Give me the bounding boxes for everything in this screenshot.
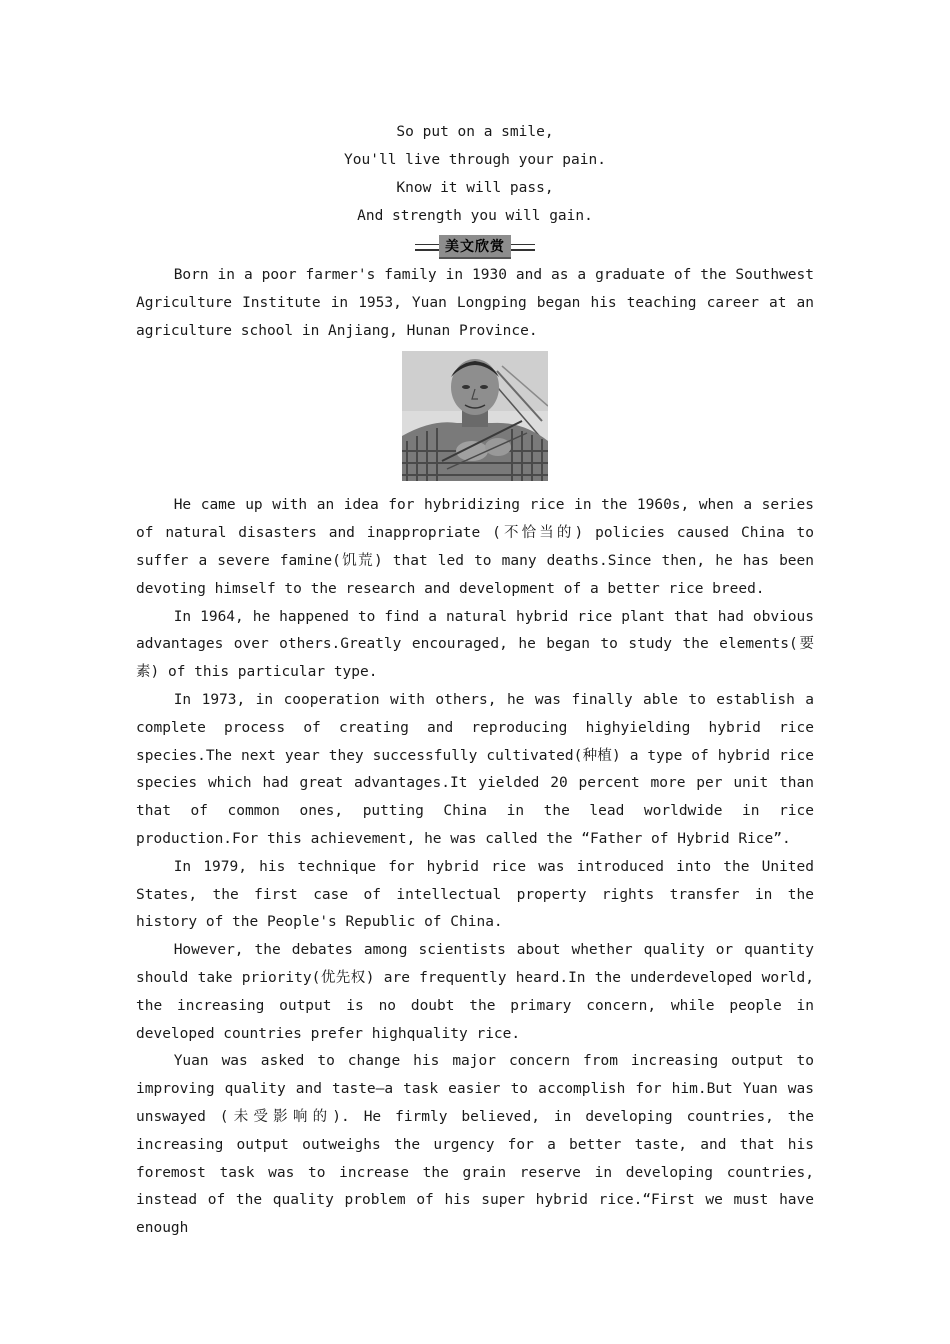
section-badge [415,235,535,259]
paragraph: Yuan was asked to change his major concern from increasing output to improving quality and taste—a task easier to accomplish for him.But Yuan was unswayed (未受影响的). He firmly believed, in developing countries, the increasing output outweighs the urgency for a better taste, and that his foremost task was to increase the grain reserve in developing countries, instead of the quality problem of his super hybrid rice.“First we must have enough [136,1053,814,1237]
poem-line: So put on a smile, [396,124,554,140]
portrait-photo [402,351,548,481]
paragraph: However, the debates among scientists about whether quality or quantity should take priority(优先权) are frequently heard.In the underdeveloped world, the increasing output is no doubt the primary concern, while people in developed countries prefer highquality rice. [136,942,814,1042]
paragraph: In 1964, he happened to find a natural hybrid rice plant that had obvious advantages over others.Greatly encouraged, he began to study the elements(要素) of this particular type. [136,608,814,681]
poem-line: And strength you will gain. [357,208,593,224]
section-title: 美文欣赏 [439,235,511,259]
section-header [136,232,814,262]
paragraph: He came up with an idea for hybridizing rice in the 1960s, when a series of natural disasters and inappropriate (不恰当的) policies caused China to suffer a severe famine(饥荒) that led to many deaths.Since then, he has been devoting himself to the research and development of a better rice breed. [136,497,814,597]
document-page [136,118,814,1243]
poem-line: You'll live through your pain. [344,152,606,168]
paragraph: In 1973, in cooperation with others, he was finally able to establish a complete process of creating and reproducing highyielding hybrid rice species.The next year they successfully cultivated(种植) a type of hybrid rice species which had great advantages.It yielded 20 percent more per unit than that of common ones, putting China in the lead worldwide in rice production.For this achievement, he was called the “Father of Hybrid Rice”. [136,691,814,847]
paragraph: Born in a poor farmer's family in 1930 and as a graduate of the Southwest Agriculture Institute in 1953, Yuan Longping began his teaching career at an agriculture school in Anjiang, Hunan Province. [136,267,814,339]
decorative-bar-right [511,242,535,253]
paragraph: In 1979, his technique for hybrid rice was introduced into the United States, the first case of intellectual property rights transfer in the history of the People's Republic of China. [136,858,814,931]
photo-container [136,351,814,481]
decorative-bar-left [415,242,439,253]
poem-line: Know it will pass, [396,180,554,196]
poem [136,118,814,230]
